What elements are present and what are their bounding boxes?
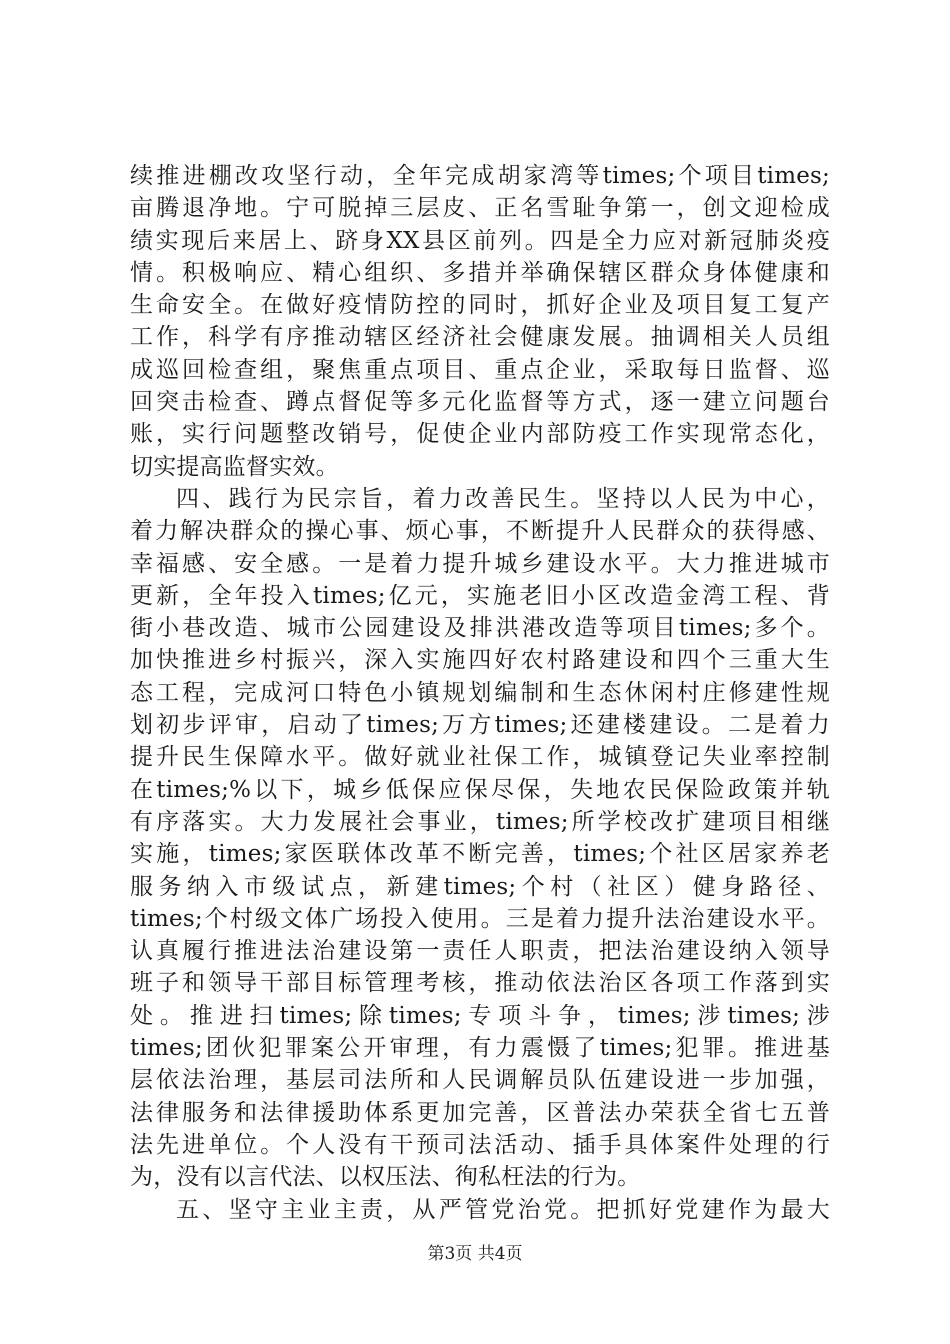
document-body: [130, 160, 830, 1226]
text-line: 亩腾退净地。宁可脱掉三层皮、正名雪耻争第一，创文迎检成: [130, 195, 830, 222]
text-line: 回突击检查、蹲点督促等多元化监督等方式，逐一建立问题台: [130, 389, 830, 416]
text-line: 划初步评审，启动了times;万方times;还建楼建设。二是着力: [130, 712, 830, 739]
text-line: 工作，科学有序推动辖区经济社会健康发展。抽调相关人员组: [130, 324, 830, 351]
text-line: 成巡回检查组，聚焦重点项目、重点企业，采取每日监督、巡: [130, 356, 830, 383]
text-line: times;团伙犯罪案公开审理，有力震慑了times;犯罪。推进基: [130, 1035, 830, 1062]
text-line: 实施，times;家医联体改革不断完善，times;个社区居家养老: [130, 841, 830, 868]
text-line: 街小巷改造、城市公园建设及排洪港改造等项目times;多个。: [130, 615, 830, 642]
text-line: 切实提高监督实效。: [130, 453, 339, 480]
page-footer: 第3页 共4页: [427, 1244, 523, 1264]
text-line: 五、坚守主业主责，从严管党治党。把抓好党建作为最大: [176, 1196, 830, 1223]
text-line: 情。积极响应、精心组织、多措并举确保辖区群众身体健康和: [130, 259, 830, 286]
text-line: 绩实现后来居上、跻身XX县区前列。四是全力应对新冠肺炎疫: [130, 227, 830, 254]
text-line: 认真履行推进法治建设第一责任人职责，把法治建设纳入领导: [130, 938, 830, 965]
text-line: 有序落实。大力发展社会事业，times;所学校改扩建项目相继: [130, 808, 830, 835]
text-line: 生命安全。在做好疫情防控的同时，抓好企业及项目复工复产: [130, 292, 830, 319]
text-line: 着力解决群众的操心事、烦心事，不断提升人民群众的获得感、: [130, 518, 830, 545]
text-line: 提升民生保障水平。做好就业社保工作，城镇登记失业率控制: [130, 744, 830, 771]
text-line: 四、践行为民宗旨，着力改善民生。坚持以人民为中心，: [176, 485, 830, 512]
text-line: 更新，全年投入times;亿元，实施老旧小区改造金湾工程、背: [130, 582, 830, 609]
text-line: 续推进棚改攻坚行动，全年完成胡家湾等times;个项目times;: [130, 163, 830, 189]
text-line: 法律服务和法律援助体系更加完善，区普法办荣获全省七五普: [130, 1099, 830, 1126]
text-line: 账，实行问题整改销号，促使企业内部防疫工作实现常态化，: [130, 421, 830, 448]
text-line: 法先进单位。个人没有干预司法活动、插手具体案件处理的行: [130, 1131, 830, 1158]
text-line: 加快推进乡村振兴，深入实施四好农村路建设和四个三重大生: [130, 647, 830, 674]
text-line: 为，没有以言代法、以权压法、徇私枉法的行为。: [130, 1164, 641, 1191]
text-line: 服务纳入市级试点，新建times;个村（社区）健身路径、: [130, 873, 830, 900]
text-line: 态工程，完成河口特色小镇规划编制和生态休闲村庄修建性规: [130, 679, 830, 706]
text-line: 在times;%以下，城乡低保应保尽保，失地农民保险政策并轨: [130, 776, 830, 803]
text-line: 班子和领导干部目标管理考核，推动依法治区各项工作落到实: [130, 970, 830, 997]
text-line: 处。推进扫times;除times;专项斗争，times;涉times;涉: [130, 1002, 830, 1029]
text-line: 层依法治理，基层司法所和人民调解员队伍建设进一步加强，: [130, 1067, 830, 1094]
text-line: 幸福感、安全感。一是着力提升城乡建设水平。大力推进城市: [130, 550, 830, 577]
text-line: times;个村级文体广场投入使用。三是着力提升法治建设水平。: [130, 905, 830, 932]
